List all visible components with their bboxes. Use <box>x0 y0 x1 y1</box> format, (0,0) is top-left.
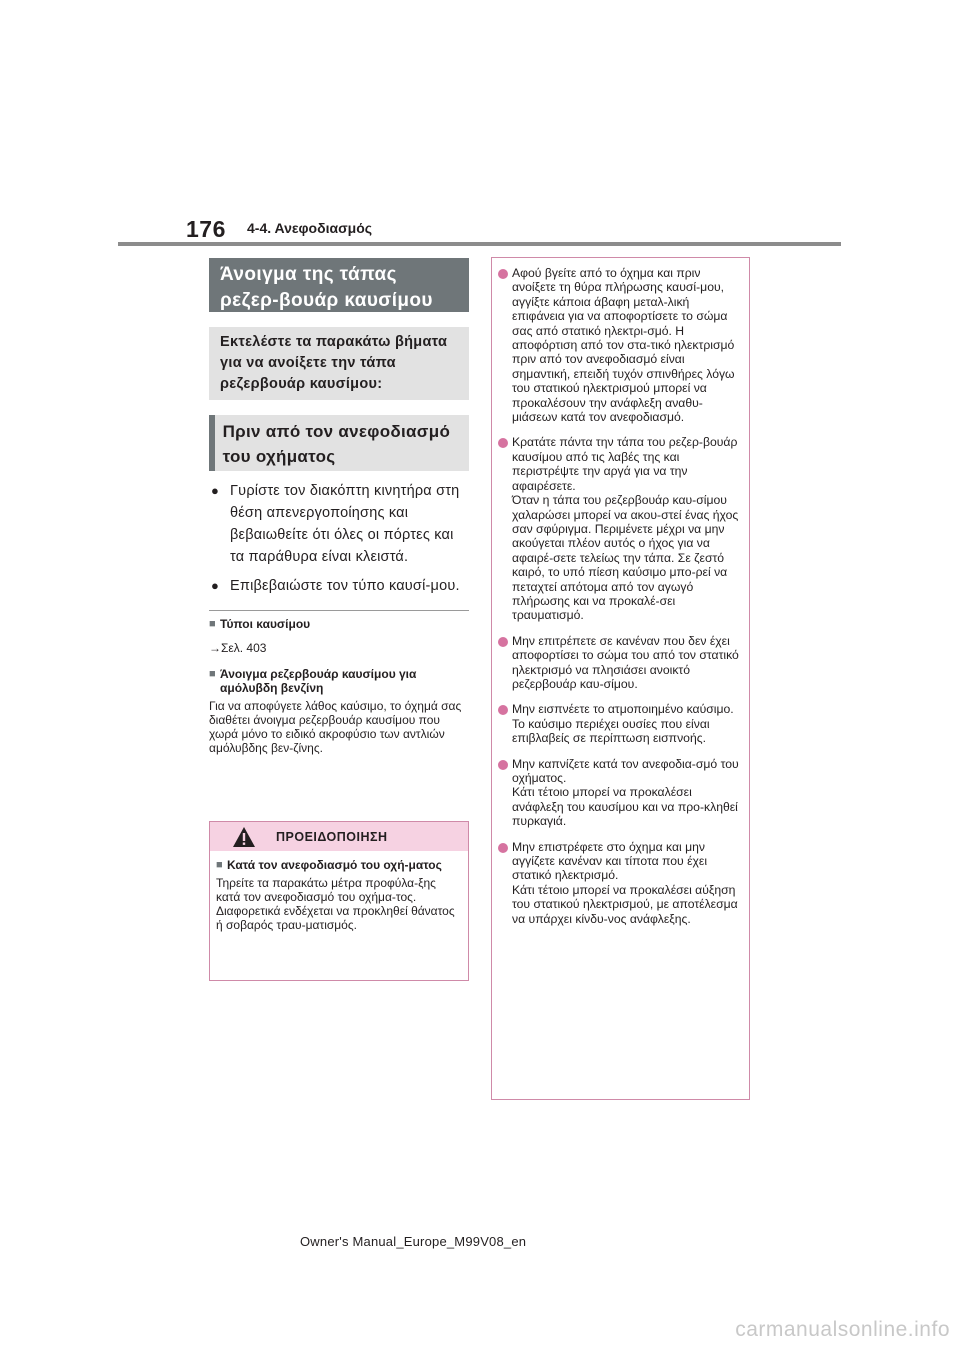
bullet-icon <box>498 702 512 745</box>
list-item-text: Γυρίστε τον διακόπτη κινητήρα στη θέση απενεργοποίησης και βεβαιωθείτε ότι όλες οι πόρτες και τα παράθυρα είναι κλειστά. <box>230 483 460 565</box>
bullet-icon: ● <box>211 578 219 593</box>
list-item <box>498 757 743 829</box>
list-item <box>209 480 469 568</box>
warning-body: Τηρείτε τα παρακάτω μέτρα προφύλα-ξης κατά τον ανεφοδιασμό του οχήμα-τος. Διαφορετικά ενδέχεται να προκληθεί θάνατος ή σοβαρός τραυ-ματισμός. <box>216 876 455 932</box>
bullet-icon <box>498 266 512 424</box>
list-item <box>498 435 743 622</box>
header-rule <box>118 242 841 246</box>
list-item <box>209 575 469 597</box>
watermark: carmanualsonline.info <box>735 1318 950 1341</box>
subheading-text: Πριν από τον ανεφοδιασμό του οχήματος <box>222 422 451 466</box>
list-item-text: Κρατάτε πάντα την τάπα του ρεζερ-βουάρ καυσίμου από τις λαβές της και περιστρέψτε την αργά για να την αφαιρέσετε. Όταν η τάπα του ρεζερβουάρ καυ-σίμου χαλαρώσει μπορεί να ακου-στεί ένας ήχος σαν σφύριγμα. Περιμένετε μέχρι να μην ακούγεται πλέον αυτός ο ήχος για να αφαιρέ-σετε τελείως την τάπα. Σε ζεστό καιρό, το υπό πίεση καύσιμο μπο-ρεί να πεταχτεί απότομα από τον αγωγό πλήρωσης και να προκαλέ-σει τραυματισμό. <box>512 435 739 623</box>
note-unleaded-opening <box>209 667 469 755</box>
list-item-text: Μην εισπνέετε το ατμοποιημένο καύσιμο. Το καύσιμο περιέχει ουσίες που είναι επιβλαβείς σε περίπτωση εισπνοής. <box>512 702 734 746</box>
bullet-icon <box>498 634 512 692</box>
list-item <box>498 702 743 745</box>
note-title: Τύποι καυσίμου <box>220 617 311 631</box>
list-item-text: Μην επιστρέφετε στο όχημα και μην αγγίζετε κανέναν και τίποτα που έχει στατικό ηλεκτρισμό. Κάτι τέτοιο μπορεί να προκαλέσει αύξηση του στατικού ηλεκτρισμού, με αποτέλεσμα να υπάρχει κίνδυ-νος ανάφλεξης. <box>512 839 738 926</box>
square-bullet-icon: ■ <box>209 618 216 630</box>
list-item-text: Μην επιτρέπετε σε κανέναν που δεν έχει αποφορτίσει το σώμα του από τον στατικό ηλεκτρισμό να πλησιάσει ανοικτό ρεζερβουάρ καυ-σίμου. <box>512 633 739 691</box>
section-divider <box>209 610 469 611</box>
right-column-warnings <box>491 257 750 1100</box>
warning-header <box>210 822 468 851</box>
list-item-text: Μην καπνίζετε κατά τον ανεφοδια-σμό του οχήματος. Κάτι τέτοιο μπορεί να προκαλέσει ανάφλεξη του καυσίμου και να προ-κληθεί πυρκαγιά. <box>512 756 739 829</box>
bullet-icon <box>498 435 512 622</box>
list-item <box>498 634 743 692</box>
page-header <box>0 0 960 250</box>
warning-label: ΠΡΟΕΙΔΟΠΟΙΗΣΗ <box>276 829 388 844</box>
square-bullet-icon: ■ <box>216 859 223 871</box>
intro-box: Εκτελέστε τα παρακάτω βήματα για να ανοίξετε την τάπα ρεζερβουάρ καυσίμου: <box>209 327 469 400</box>
bullet-icon <box>498 840 512 926</box>
subheading <box>209 415 469 471</box>
footer-text: Owner's Manual_Europe_M99V08_en <box>300 1234 527 1249</box>
page-title: Άνοιγμα της τάπας ρεζερ-βουάρ καυσίμου <box>209 258 469 312</box>
note-body: Για να αποφύγετε λάθος καύσιμο, το όχημά σας διαθέτει άνοιγμα ρεζερβουάρ καυσίμου που χωρά μόνο το ειδικό ακροφύσιο των αντλιών αμόλυβδης βεν-ζίνης. <box>209 699 462 755</box>
left-column <box>209 258 469 755</box>
bullet-icon: ● <box>211 483 219 498</box>
list-item-text: Αφού βγείτε από το όχημα και πριν ανοίξετε τη θύρα πλήρωσης καυσί-μου, αγγίξτε κάποια άβαφη μεταλ-λική επιφάνεια για να αποφορτίσετε το σώμα σας από στατικό ηλεκτρι-σμό. Η αποφόρτιση από τον στα-τικό ηλεκτρισμό πριν από τον ανεφοδιασμό είναι σημαντική, επειδή τυχόν σπινθήρες λόγω του στατικού ηλεκτρισμού μπορεί να προκαλέσουν την ανάφλεξη αναθυ-μιάσεων κατά τον ανεφοδιασμό. <box>512 266 735 425</box>
list-item <box>498 840 743 926</box>
note-title: Άνοιγμα ρεζερβουάρ καυσίμου για αμόλυβδη βενζίνη <box>220 667 417 695</box>
warning-box <box>209 821 469 981</box>
list-item <box>498 266 743 424</box>
warning-triangle-icon <box>232 826 256 848</box>
page-reference-link[interactable]: →Σελ. 403 <box>209 641 267 655</box>
step-list <box>209 480 469 597</box>
page-number: 176 <box>186 216 226 242</box>
list-item-text: Επιβεβαιώστε τον τύπο καυσί-μου. <box>230 578 460 594</box>
section-title: 4-4. Ανεφοδιασμός <box>247 220 373 236</box>
warning-title: Κατά τον ανεφοδιασμό του οχή-ματος <box>227 858 442 872</box>
note-fuel-types <box>209 617 469 655</box>
square-bullet-icon: ■ <box>209 668 216 680</box>
bullet-icon <box>498 757 512 829</box>
